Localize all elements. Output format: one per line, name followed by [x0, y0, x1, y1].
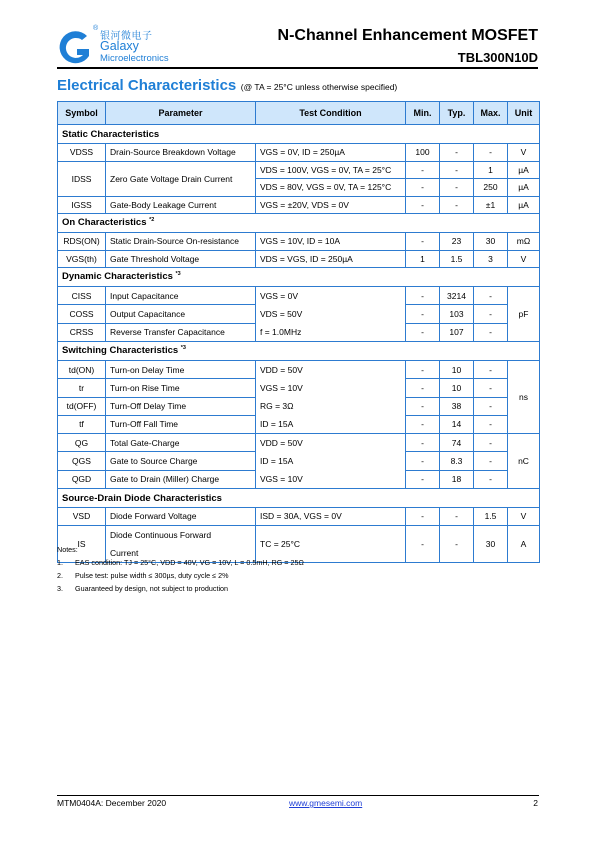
note-number: 1.: [57, 558, 63, 567]
min-cell: -: [406, 161, 440, 179]
symbol-cell: IDSS: [58, 161, 106, 196]
condition-cell: [256, 287, 406, 342]
note-item: [57, 556, 304, 569]
symbol-cell: tf: [58, 415, 106, 433]
header-typ: Typ.: [440, 102, 474, 125]
typ-cell: 10: [440, 379, 474, 397]
max-cell: 30: [474, 525, 508, 562]
condition-line: RG = 3Ω: [260, 401, 294, 411]
symbol-cell: CRSS: [58, 323, 106, 341]
symbol-cell: RDS(ON): [58, 233, 106, 251]
min-cell: 1: [406, 250, 440, 268]
symbol-cell: VSD: [58, 508, 106, 526]
condition-cell: VDS = VGS, ID = 250µA: [256, 250, 406, 268]
typ-cell: 1.5: [440, 250, 474, 268]
table-row: [58, 233, 540, 251]
max-cell: -: [474, 434, 508, 452]
min-cell: -: [406, 323, 440, 341]
max-cell: 30: [474, 233, 508, 251]
typ-cell: -: [440, 161, 474, 179]
typ-cell: -: [440, 179, 474, 197]
registered-mark: ®: [93, 25, 99, 32]
symbol-cell: IGSS: [58, 196, 106, 214]
table-header-row: [58, 102, 540, 125]
typ-cell: 107: [440, 323, 474, 341]
unit-cell: pF: [508, 287, 540, 342]
typ-cell: 14: [440, 415, 474, 433]
max-cell: -: [474, 305, 508, 323]
min-cell: -: [406, 525, 440, 562]
condition-cell: VGS = 10V, ID = 10A: [256, 233, 406, 251]
document-title: N-Channel Enhancement MOSFET: [277, 27, 538, 44]
section-row-source-drain: [58, 489, 540, 508]
parameter-cell: Input Capacitance: [106, 287, 256, 305]
logo-name-galaxy: Galaxy: [100, 39, 139, 53]
condition-cell: VDS = 100V, VGS = 0V, TA = 25°C: [256, 161, 406, 179]
condition-cell: ISD = 30A, VGS = 0V: [256, 508, 406, 526]
parameter-cell: Total Gate-Charge: [106, 434, 256, 452]
unit-cell: A: [508, 525, 540, 562]
header-unit: Unit: [508, 102, 540, 125]
unit-cell: ns: [508, 361, 540, 434]
notes-section: [57, 543, 304, 595]
min-cell: -: [406, 397, 440, 415]
min-cell: -: [406, 287, 440, 305]
condition-line: VGS = 10V: [260, 474, 303, 484]
symbol-cell: tr: [58, 379, 106, 397]
condition-line: VGS = 10V: [260, 383, 303, 393]
condition-line: VDD = 50V: [260, 365, 303, 375]
min-cell: 100: [406, 144, 440, 162]
unit-cell: V: [508, 144, 540, 162]
max-cell: 1: [474, 161, 508, 179]
parameter-cell: Gate-Body Leakage Current: [106, 196, 256, 214]
symbol-cell: VGS(th): [58, 250, 106, 268]
min-cell: -: [406, 379, 440, 397]
section-switching-title-text: Switching Characteristics: [62, 345, 179, 357]
symbol-cell: CISS: [58, 287, 106, 305]
section-condition: (@ TA = 25°C unless otherwise specified): [240, 82, 398, 92]
section-static-title: Static Characteristics: [58, 125, 540, 144]
note-number: 3.: [57, 584, 63, 593]
max-cell: -: [474, 452, 508, 470]
header-symbol: Symbol: [58, 102, 106, 125]
parameter-cell: Output Capacitance: [106, 305, 256, 323]
typ-cell: -: [440, 525, 474, 562]
parameter-cell: Static Drain-Source On-resistance: [106, 233, 256, 251]
section-switching-title: [58, 342, 540, 361]
logo-chinese-name: 银河微电子: [100, 31, 153, 42]
parameter-cell: Turn-on Delay Time: [106, 361, 256, 379]
condition-line: VDS = 50V: [260, 309, 303, 319]
typ-cell: 8.3: [440, 452, 474, 470]
typ-cell: -: [440, 508, 474, 526]
table-row: [58, 144, 540, 162]
min-cell: -: [406, 508, 440, 526]
section-on-title: [58, 214, 540, 233]
footer-website-link[interactable]: www.gmesemi.com: [289, 798, 363, 808]
logo-name-microelectronics: Microelectronics: [100, 53, 169, 64]
max-cell: 3: [474, 250, 508, 268]
min-cell: -: [406, 452, 440, 470]
symbol-cell: QG: [58, 434, 106, 452]
max-cell: -: [474, 470, 508, 488]
symbol-cell: QGD: [58, 470, 106, 488]
symbol-cell: IS: [58, 525, 106, 562]
parameter-cell: Reverse Transfer Capacitance: [106, 323, 256, 341]
parameter-cell: Drain-Source Breakdown Voltage: [106, 144, 256, 162]
page-number: 2: [533, 798, 538, 808]
note-number: 2.: [57, 571, 63, 580]
parameter-cell: Zero Gate Voltage Drain Current: [106, 161, 256, 196]
symbol-cell: td(ON): [58, 361, 106, 379]
header-max: Max.: [474, 102, 508, 125]
parameter-cell: Turn-Off Delay Time: [106, 397, 256, 415]
section-row-static: [58, 125, 540, 144]
symbol-cell: QGS: [58, 452, 106, 470]
table-row: [58, 287, 540, 305]
parameter-cell: Diode Forward Voltage: [106, 508, 256, 526]
typ-cell: 103: [440, 305, 474, 323]
section-row-dynamic: [58, 268, 540, 287]
condition-cell: VGS = ±20V, VDS = 0V: [256, 196, 406, 214]
symbol-cell: td(OFF): [58, 397, 106, 415]
typ-cell: 74: [440, 434, 474, 452]
unit-cell: V: [508, 250, 540, 268]
typ-cell: 38: [440, 397, 474, 415]
footer-doc-code: MTM0404A: December 2020: [57, 798, 167, 808]
max-cell: 1.5: [474, 508, 508, 526]
min-cell: -: [406, 233, 440, 251]
unit-cell: nC: [508, 434, 540, 489]
typ-cell: 10: [440, 361, 474, 379]
max-cell: -: [474, 379, 508, 397]
table-row: [58, 196, 540, 214]
symbol-cell: COSS: [58, 305, 106, 323]
note-text: EAS condition: TJ = 25°C, VDD = 40V, VG = 10V, L = 0.5mH, RG = 25Ω: [75, 558, 304, 567]
section-source-drain-title: Source-Drain Diode Characteristics: [58, 489, 540, 508]
max-cell: -: [474, 144, 508, 162]
max-cell: -: [474, 397, 508, 415]
unit-cell: µA: [508, 179, 540, 197]
condition-cell: [256, 434, 406, 489]
table-row: [58, 508, 540, 526]
note-item: [57, 569, 304, 582]
section-row-on: [58, 214, 540, 233]
condition-cell: VGS = 0V, ID = 250µA: [256, 144, 406, 162]
note-item: [57, 582, 304, 595]
condition-line: VDD = 50V: [260, 438, 303, 448]
section-row-switching: [58, 342, 540, 361]
note-ref: *3: [180, 345, 186, 352]
max-cell: ±1: [474, 196, 508, 214]
max-cell: -: [474, 323, 508, 341]
min-cell: -: [406, 179, 440, 197]
condition-line: ID = 15A: [260, 456, 294, 466]
condition-line: f = 1.0MHz: [260, 327, 302, 337]
note-ref: *3: [175, 271, 181, 278]
table-row: [58, 250, 540, 268]
unit-cell: µA: [508, 161, 540, 179]
condition-line: ID = 15A: [260, 419, 294, 429]
condition-cell: TC = 25°C: [256, 525, 406, 562]
parameter-line: Current: [110, 547, 139, 558]
min-cell: -: [406, 305, 440, 323]
parameter-cell: Gate Threshold Voltage: [106, 250, 256, 268]
condition-line: VGS = 0V: [260, 291, 299, 301]
parameter-cell: Gate to Drain (Miller) Charge: [106, 470, 256, 488]
typ-cell: 23: [440, 233, 474, 251]
min-cell: -: [406, 361, 440, 379]
typ-cell: -: [440, 144, 474, 162]
header-test-condition: Test Condition: [256, 102, 406, 125]
typ-cell: -: [440, 196, 474, 214]
max-cell: -: [474, 415, 508, 433]
section-title: [57, 77, 397, 95]
part-number: TBL300N10D: [457, 50, 538, 65]
condition-cell: [256, 361, 406, 434]
section-title-text: Electrical Characteristics: [57, 77, 237, 94]
unit-cell: mΩ: [508, 233, 540, 251]
typ-cell: 18: [440, 470, 474, 488]
max-cell: 250: [474, 179, 508, 197]
electrical-characteristics-table: [57, 101, 540, 563]
section-dynamic-title-text: Dynamic Characteristics: [62, 271, 173, 283]
parameter-line: Diode Continuous Forward: [110, 529, 212, 540]
unit-cell: V: [508, 508, 540, 526]
min-cell: -: [406, 415, 440, 433]
header-divider: [57, 67, 538, 69]
parameter-cell: Gate to Source Charge: [106, 452, 256, 470]
table-row: [58, 361, 540, 379]
table-row: [58, 434, 540, 452]
section-on-title-text: On Characteristics: [62, 217, 147, 229]
footer-divider: [57, 795, 539, 796]
header-min: Min.: [406, 102, 440, 125]
symbol-cell: VDSS: [58, 144, 106, 162]
min-cell: -: [406, 196, 440, 214]
table-row: [58, 161, 540, 179]
notes-title: Notes:: [57, 545, 78, 554]
max-cell: -: [474, 287, 508, 305]
parameter-cell: Turn-Off Fall Time: [106, 415, 256, 433]
condition-cell: VDS = 80V, VGS = 0V, TA = 125°C: [256, 179, 406, 197]
max-cell: -: [474, 361, 508, 379]
note-text: Guaranteed by design, not subject to production: [75, 584, 229, 593]
note-text: Pulse test: pulse width ≤ 300µs, duty cycle ≤ 2%: [75, 571, 229, 580]
parameter-cell: Turn-on Rise Time: [106, 379, 256, 397]
company-logo: [56, 24, 186, 72]
min-cell: -: [406, 434, 440, 452]
min-cell: -: [406, 470, 440, 488]
typ-cell: 3214: [440, 287, 474, 305]
unit-cell: µA: [508, 196, 540, 214]
header-parameter: Parameter: [106, 102, 256, 125]
section-dynamic-title: [58, 268, 540, 287]
galaxy-logo-mark-icon: [56, 28, 94, 68]
note-ref: *2: [149, 217, 155, 224]
